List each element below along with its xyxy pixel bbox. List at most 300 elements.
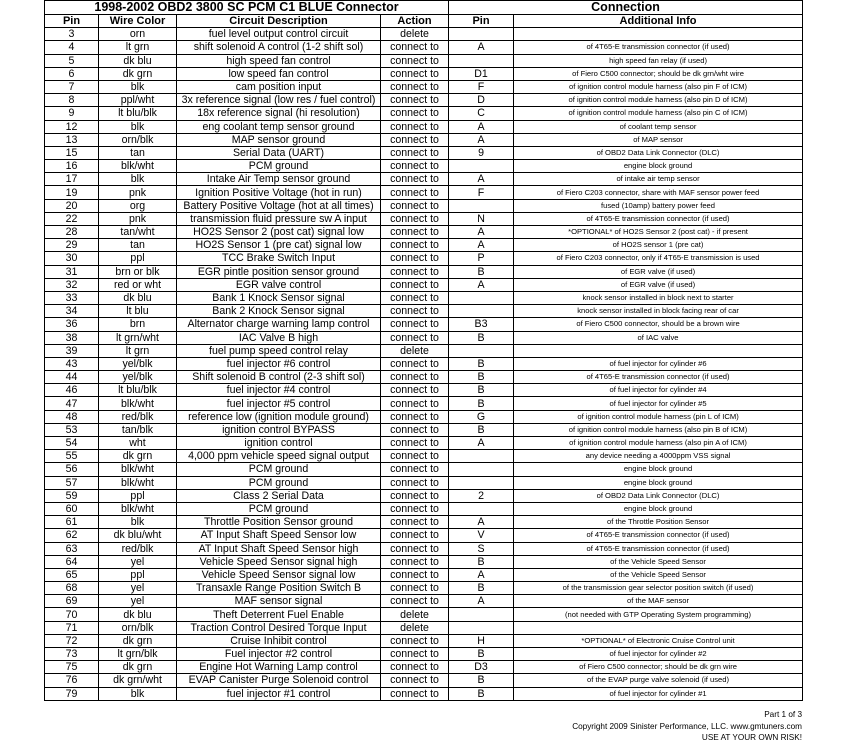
table-row: [45, 67, 803, 80]
wire-color: tan: [99, 239, 177, 252]
circuit-description: IAC Valve B high: [177, 331, 381, 344]
wire-color: org: [99, 199, 177, 212]
header-additional-info: Additional Info: [514, 15, 803, 28]
action: connect to: [381, 305, 449, 318]
circuit-description: Fuel injector #2 control: [177, 648, 381, 661]
pin-number: 60: [45, 502, 99, 515]
action: connect to: [381, 384, 449, 397]
circuit-description: MAF sensor signal: [177, 595, 381, 608]
additional-info: of fuel injector for cylinder #4: [514, 384, 803, 397]
pin-number: 68: [45, 582, 99, 595]
wire-color: tan/wht: [99, 226, 177, 239]
pin-number: 9: [45, 107, 99, 120]
pin-number: 12: [45, 120, 99, 133]
table-row: [45, 331, 803, 344]
wire-color: dk grn: [99, 661, 177, 674]
connection-pin: [449, 54, 514, 67]
table-row: [45, 489, 803, 502]
action: connect to: [381, 423, 449, 436]
action: connect to: [381, 476, 449, 489]
action: connect to: [381, 568, 449, 581]
action: connect to: [381, 648, 449, 661]
header-pin: Pin: [45, 15, 99, 28]
action: connect to: [381, 397, 449, 410]
wire-color: lt grn: [99, 41, 177, 54]
pin-number: 55: [45, 450, 99, 463]
action: connect to: [381, 107, 449, 120]
additional-info: engine block ground: [514, 160, 803, 173]
table-row: [45, 265, 803, 278]
wire-color: blk/wht: [99, 463, 177, 476]
table-row: [45, 94, 803, 107]
circuit-description: PCM ground: [177, 476, 381, 489]
circuit-description: Cruise Inhibit control: [177, 634, 381, 647]
wire-color: tan/blk: [99, 423, 177, 436]
table-row: [45, 516, 803, 529]
wire-color: red or wht: [99, 278, 177, 291]
circuit-description: low speed fan control: [177, 67, 381, 80]
additional-info: of 4T65-E transmission connector (if used): [514, 371, 803, 384]
additional-info: of Fiero C203 connector, only if 4T65-E transmission is used: [514, 252, 803, 265]
pin-number: 33: [45, 291, 99, 304]
circuit-description: Traction Control Desired Torque Input: [177, 621, 381, 634]
circuit-description: HO2S Sensor 1 (pre cat) signal low: [177, 239, 381, 252]
additional-info: any device needing a 4000ppm VSS signal: [514, 450, 803, 463]
connection-pin: F: [449, 186, 514, 199]
connection-pin: P: [449, 252, 514, 265]
connection-pin: [449, 199, 514, 212]
table-row: [45, 318, 803, 331]
table-row: [45, 661, 803, 674]
connection-pin: G: [449, 410, 514, 423]
table-row: [45, 344, 803, 357]
additional-info: of the MAF sensor: [514, 595, 803, 608]
action: delete: [381, 608, 449, 621]
action: connect to: [381, 502, 449, 515]
wire-color: blk/wht: [99, 476, 177, 489]
connection-pin: B: [449, 687, 514, 700]
connection-pin: [449, 608, 514, 621]
table-row: [45, 608, 803, 621]
wire-color: orn/blk: [99, 621, 177, 634]
additional-info: of IAC valve: [514, 331, 803, 344]
table-row: [45, 291, 803, 304]
additional-info: of coolant temp sensor: [514, 120, 803, 133]
additional-info: of fuel injector for cylinder #2: [514, 648, 803, 661]
circuit-description: fuel injector #5 control: [177, 397, 381, 410]
table-row: [45, 568, 803, 581]
circuit-description: HO2S Sensor 2 (post cat) signal low: [177, 226, 381, 239]
action: connect to: [381, 634, 449, 647]
circuit-description: Ignition Positive Voltage (hot in run): [177, 186, 381, 199]
circuit-description: Transaxle Range Position Switch B: [177, 582, 381, 595]
action: connect to: [381, 54, 449, 67]
pin-number: 59: [45, 489, 99, 502]
table-row: [45, 621, 803, 634]
page-number: Part 1 of 3: [764, 710, 802, 719]
connection-pin: B: [449, 674, 514, 687]
additional-info: of 4T65-E transmission connector (if used): [514, 529, 803, 542]
connection-pin: B: [449, 648, 514, 661]
wire-color: yel/blk: [99, 371, 177, 384]
wire-color: blk: [99, 80, 177, 93]
table-row: [45, 648, 803, 661]
copyright-notice: Copyright 2009 Sinister Performance, LLC. www.gmtuners.com: [572, 721, 802, 731]
table-row: [45, 423, 803, 436]
connection-pin: A: [449, 41, 514, 54]
connection-pin: A: [449, 437, 514, 450]
table-row: [45, 239, 803, 252]
additional-info: [514, 621, 803, 634]
pin-number: 22: [45, 212, 99, 225]
pin-number: 8: [45, 94, 99, 107]
wire-color: pnk: [99, 212, 177, 225]
additional-info: of ignition control module harness (also pin C of ICM): [514, 107, 803, 120]
additional-info: fused (10amp) battery power feed: [514, 199, 803, 212]
circuit-description: Bank 2 Knock Sensor signal: [177, 305, 381, 318]
wire-color: blk/wht: [99, 502, 177, 515]
action: connect to: [381, 80, 449, 93]
table-row: [45, 160, 803, 173]
connection-pin: A: [449, 226, 514, 239]
action: connect to: [381, 133, 449, 146]
connection-pin: H: [449, 634, 514, 647]
connection-pin: B: [449, 331, 514, 344]
connection-pin: 9: [449, 146, 514, 159]
connection-pin: V: [449, 529, 514, 542]
additional-info: engine block ground: [514, 502, 803, 515]
header-row: [45, 15, 803, 28]
wire-color: blk: [99, 120, 177, 133]
connection-pin: B: [449, 357, 514, 370]
connection-pin: [449, 463, 514, 476]
pin-number: 30: [45, 252, 99, 265]
table-row: [45, 226, 803, 239]
pin-number: 31: [45, 265, 99, 278]
pin-number: 36: [45, 318, 99, 331]
connection-pin: B: [449, 265, 514, 278]
pin-number: 38: [45, 331, 99, 344]
wire-color: lt grn: [99, 344, 177, 357]
action: connect to: [381, 371, 449, 384]
additional-info: of 4T65-E transmission connector (if used): [514, 542, 803, 555]
action: connect to: [381, 674, 449, 687]
pin-number: 53: [45, 423, 99, 436]
table-row: [45, 463, 803, 476]
connection-pin: C: [449, 107, 514, 120]
circuit-description: Alternator charge warning lamp control: [177, 318, 381, 331]
wire-color: wht: [99, 437, 177, 450]
circuit-description: fuel injector #6 control: [177, 357, 381, 370]
action: connect to: [381, 265, 449, 278]
wire-color: blk/wht: [99, 160, 177, 173]
connection-pin: D: [449, 94, 514, 107]
connection-pin: [449, 291, 514, 304]
circuit-description: Vehicle Speed Sensor signal low: [177, 568, 381, 581]
pin-number: 32: [45, 278, 99, 291]
action: connect to: [381, 555, 449, 568]
table-row: [45, 305, 803, 318]
action: connect to: [381, 357, 449, 370]
circuit-description: TCC Brake Switch Input: [177, 252, 381, 265]
table-row: [45, 397, 803, 410]
additional-info: of ignition control module harness (also pin A of ICM): [514, 437, 803, 450]
table-row: [45, 410, 803, 423]
action: connect to: [381, 239, 449, 252]
pin-number: 28: [45, 226, 99, 239]
additional-info: of Fiero C500 connector, should be a brown wire: [514, 318, 803, 331]
circuit-description: Bank 1 Knock Sensor signal: [177, 291, 381, 304]
action: connect to: [381, 199, 449, 212]
additional-info: of OBD2 Data Link Connector (DLC): [514, 146, 803, 159]
circuit-description: 18x reference signal (hi resolution): [177, 107, 381, 120]
pin-number: 73: [45, 648, 99, 661]
table-row: [45, 542, 803, 555]
additional-info: [514, 344, 803, 357]
pin-number: 20: [45, 199, 99, 212]
table-row: [45, 120, 803, 133]
wire-color: lt blu/blk: [99, 384, 177, 397]
circuit-description: Engine Hot Warning Lamp control: [177, 661, 381, 674]
circuit-description: EGR valve control: [177, 278, 381, 291]
wire-color: blk: [99, 173, 177, 186]
table-row: [45, 687, 803, 700]
risk-warning: USE AT YOUR OWN RISK!: [701, 733, 802, 742]
wire-color: red/blk: [99, 410, 177, 423]
connection-pin: A: [449, 239, 514, 252]
action: connect to: [381, 516, 449, 529]
wire-color: lt grn/wht: [99, 331, 177, 344]
table-row: [45, 371, 803, 384]
pin-number: 54: [45, 437, 99, 450]
connection-pin: D1: [449, 67, 514, 80]
connection-title: Connection: [449, 1, 803, 15]
additional-info: of Fiero C500 connector; should be dk grn/wht wire: [514, 67, 803, 80]
connection-pin: B: [449, 371, 514, 384]
action: connect to: [381, 291, 449, 304]
pin-number: 44: [45, 371, 99, 384]
connection-pin: A: [449, 133, 514, 146]
action: connect to: [381, 173, 449, 186]
wire-color: ppl: [99, 252, 177, 265]
pin-number: 5: [45, 54, 99, 67]
table-row: [45, 437, 803, 450]
wire-color: orn/blk: [99, 133, 177, 146]
table-row: [45, 212, 803, 225]
table-row: [45, 634, 803, 647]
wire-color: dk grn/wht: [99, 674, 177, 687]
connection-pin: D3: [449, 661, 514, 674]
wire-color: brn or blk: [99, 265, 177, 278]
additional-info: of fuel injector for cylinder #5: [514, 397, 803, 410]
connection-pin: B: [449, 397, 514, 410]
action: connect to: [381, 582, 449, 595]
additional-info: knock sensor installed in block facing rear of car: [514, 305, 803, 318]
pin-number: 62: [45, 529, 99, 542]
action: connect to: [381, 595, 449, 608]
action: connect to: [381, 252, 449, 265]
action: connect to: [381, 489, 449, 502]
circuit-description: high speed fan control: [177, 54, 381, 67]
circuit-description: Vehicle Speed Sensor signal high: [177, 555, 381, 568]
additional-info: of fuel injector for cylinder #6: [514, 357, 803, 370]
wire-color: pnk: [99, 186, 177, 199]
wire-color: ppl: [99, 489, 177, 502]
wire-color: ppl: [99, 568, 177, 581]
table-row: [45, 476, 803, 489]
action: connect to: [381, 542, 449, 555]
table-row: [45, 252, 803, 265]
circuit-description: PCM ground: [177, 463, 381, 476]
connection-pin: A: [449, 568, 514, 581]
pin-number: 56: [45, 463, 99, 476]
wire-color: orn: [99, 28, 177, 41]
table-row: [45, 555, 803, 568]
circuit-description: PCM ground: [177, 160, 381, 173]
additional-info: of ignition control module harness (also pin F of ICM): [514, 80, 803, 93]
wire-color: red/blk: [99, 542, 177, 555]
circuit-description: eng coolant temp sensor ground: [177, 120, 381, 133]
additional-info: of HO2S sensor 1 (pre cat): [514, 239, 803, 252]
circuit-description: fuel level output control circuit: [177, 28, 381, 41]
header-connection-pin: Pin: [449, 15, 514, 28]
table-row: [45, 80, 803, 93]
table-row: [45, 186, 803, 199]
action: delete: [381, 344, 449, 357]
additional-info: of 4T65-E transmission connector (if used): [514, 41, 803, 54]
additional-info: of the transmission gear selector position switch (if used): [514, 582, 803, 595]
pin-number: 29: [45, 239, 99, 252]
pin-number: 34: [45, 305, 99, 318]
circuit-description: AT Input Shaft Speed Sensor high: [177, 542, 381, 555]
pin-number: 19: [45, 186, 99, 199]
connection-pin: [449, 621, 514, 634]
action: connect to: [381, 661, 449, 674]
action: connect to: [381, 41, 449, 54]
table-row: [45, 384, 803, 397]
pin-number: 76: [45, 674, 99, 687]
circuit-description: EVAP Canister Purge Solenoid control: [177, 674, 381, 687]
circuit-description: fuel injector #1 control: [177, 687, 381, 700]
action: connect to: [381, 687, 449, 700]
additional-info: of ignition control module harness (also pin B of ICM): [514, 423, 803, 436]
additional-info: (not needed with GTP Operating System programming): [514, 608, 803, 621]
pin-number: 61: [45, 516, 99, 529]
pin-number: 70: [45, 608, 99, 621]
action: connect to: [381, 186, 449, 199]
action: connect to: [381, 331, 449, 344]
additional-info: of Fiero C203 connector, share with MAF sensor power feed: [514, 186, 803, 199]
action: connect to: [381, 410, 449, 423]
pin-number: 64: [45, 555, 99, 568]
additional-info: of fuel injector for cylinder #1: [514, 687, 803, 700]
circuit-description: shift solenoid A control (1-2 shift sol): [177, 41, 381, 54]
wire-color: yel: [99, 555, 177, 568]
connection-pin: B: [449, 555, 514, 568]
wire-color: blk/wht: [99, 397, 177, 410]
wire-color: tan: [99, 146, 177, 159]
action: connect to: [381, 212, 449, 225]
wire-color: lt blu/blk: [99, 107, 177, 120]
pin-number: 6: [45, 67, 99, 80]
wire-color: blk: [99, 687, 177, 700]
connection-pin: B: [449, 423, 514, 436]
additional-info: of the EVAP purge valve solenoid (if used): [514, 674, 803, 687]
additional-info: high speed fan relay (if used): [514, 54, 803, 67]
action: connect to: [381, 94, 449, 107]
circuit-description: Throttle Position Sensor ground: [177, 516, 381, 529]
connection-pin: A: [449, 120, 514, 133]
connection-pin: A: [449, 516, 514, 529]
circuit-description: reference low (ignition module ground): [177, 410, 381, 423]
pin-number: 79: [45, 687, 99, 700]
pin-number: 4: [45, 41, 99, 54]
additional-info: of EGR valve (if used): [514, 265, 803, 278]
table-row: [45, 502, 803, 515]
connection-pin: B3: [449, 318, 514, 331]
action: delete: [381, 621, 449, 634]
additional-info: of 4T65-E transmission connector (if used): [514, 212, 803, 225]
pin-number: 48: [45, 410, 99, 423]
pin-number: 15: [45, 146, 99, 159]
additional-info: engine block ground: [514, 463, 803, 476]
connection-pin: A: [449, 595, 514, 608]
action: connect to: [381, 450, 449, 463]
table-row: [45, 133, 803, 146]
connection-pin: [449, 344, 514, 357]
pin-number: 13: [45, 133, 99, 146]
connection-pin: [449, 160, 514, 173]
circuit-description: Battery Positive Voltage (hot at all times): [177, 199, 381, 212]
table-row: [45, 595, 803, 608]
table-row: [45, 107, 803, 120]
table-row: [45, 173, 803, 186]
additional-info: of ignition control module harness (also pin D of ICM): [514, 94, 803, 107]
circuit-description: AT Input Shaft Speed Sensor low: [177, 529, 381, 542]
connection-pin: S: [449, 542, 514, 555]
connection-pin: 2: [449, 489, 514, 502]
additional-info: of the Throttle Position Sensor: [514, 516, 803, 529]
connection-pin: [449, 305, 514, 318]
table-row: [45, 582, 803, 595]
action: connect to: [381, 226, 449, 239]
footer: [402, 709, 802, 744]
wire-color: ppl/wht: [99, 94, 177, 107]
additional-info: *OPTIONAL* of HO2S Sensor 2 (post cat) - if present: [514, 226, 803, 239]
circuit-description: cam position input: [177, 80, 381, 93]
action: connect to: [381, 318, 449, 331]
circuit-description: 3x reference signal (low res / fuel control): [177, 94, 381, 107]
connection-pin: [449, 476, 514, 489]
additional-info: of OBD2 Data Link Connector (DLC): [514, 489, 803, 502]
wire-color: dk blu: [99, 54, 177, 67]
wire-color: lt grn/blk: [99, 648, 177, 661]
table-row: [45, 529, 803, 542]
additional-info: *OPTIONAL* of Electronic Cruise Control unit: [514, 634, 803, 647]
table-row: [45, 357, 803, 370]
connection-pin: A: [449, 278, 514, 291]
table-row: [45, 278, 803, 291]
circuit-description: fuel pump speed control relay: [177, 344, 381, 357]
wire-color: blk: [99, 516, 177, 529]
title-row: [45, 1, 803, 15]
additional-info: of the Vehicle Speed Sensor: [514, 568, 803, 581]
circuit-description: 4,000 ppm vehicle speed signal output: [177, 450, 381, 463]
pin-number: 75: [45, 661, 99, 674]
pin-number: 43: [45, 357, 99, 370]
additional-info: [514, 28, 803, 41]
wire-color: dk grn: [99, 450, 177, 463]
